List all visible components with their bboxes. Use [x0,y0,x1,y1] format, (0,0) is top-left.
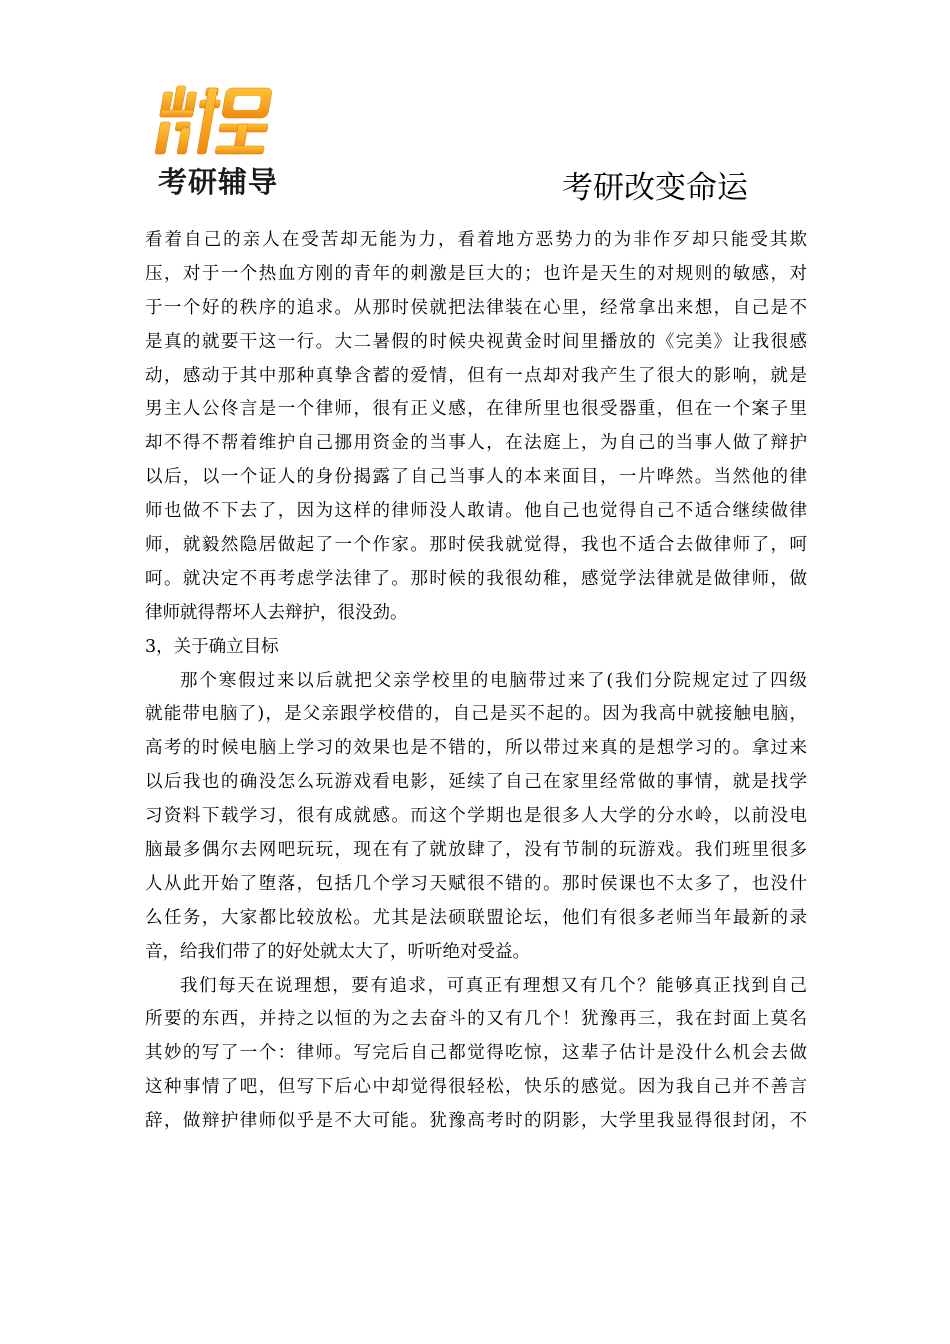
paragraph-start-line: 我们每天在说理想，要有追求，可真正有理想又有几个？能够真正找到自己 [180,975,807,996]
text-line: 就能带电脑了)，是父亲跟学校借的，自己是买不起的。因为我高中就接触电脑， [145,704,807,725]
text-line: 却不得不帮着维护自己挪用资金的当事人，在法庭上，为自己的当事人做了辩护 [145,433,807,454]
text-line: 师，就毅然隐居做起了一个作家。那时侯我就觉得，我也不适合去做律师了，呵 [145,535,807,556]
text-line: 男主人公佟言是一个律师，很有正义感，在律所里也很受器重，但在一个案子里 [145,399,807,420]
text-line: 其妙的写了一个：律师。写完后自己都觉得吃惊，这辈子估计是没什么机会去做 [145,1043,807,1064]
text-line: 脑最多偶尔去网吧玩玩，现在有了就放肆了，没有节制的玩游戏。我们班里很多 [145,840,807,861]
text-line: 呵。就决定不再考虑学法律了。那时候的我很幼稚，感觉学法律就是做律师，做 [145,568,807,589]
text-line: 律师就得帮坏人去辩护，很没劲。 [145,602,408,623]
text-line: 动，感动于其中那种真挚含蓄的爱情，但有一点却对我产生了很大的影响，就是 [145,365,807,386]
logo-subtitle: 考研辅导 [158,165,279,199]
text-line: 压，对于一个热血方刚的青年的刺激是巨大的；也许是天生的对规则的敏感，对 [145,263,807,284]
text-line: 看着自己的亲人在受苦却无能为力，看着地方恶势力的为非作歹却只能受其欺 [145,230,807,250]
header-slogan: 考研改变命运 [562,170,748,206]
text-line: 高考的时候电脑上学习的效果也是不错的，所以带过来真的是想学习的。拿过来 [145,738,807,759]
text-line: 这种事情了吧，但写下后心中却觉得很轻松，快乐的感觉。因为我自己并不善言 [145,1077,807,1098]
paragraph-start-line: 那个寒假过来以后就把父亲学校里的电脑带过来了(我们分院规定过了四级 [180,670,807,691]
text-line: 以后，以一个证人的身份揭露了自己当事人的本来面目，一片哗然。当然他的律 [145,467,807,488]
body-text [145,224,807,1139]
text-line: 音，给我们带了的好处就太大了，听听绝对受益。 [145,941,530,962]
text-line: 么任务，大家都比较放松。尤其是法硕联盟论坛，他们有很多老师当年最新的录 [145,907,807,928]
text-line: 人从此开始了堕落，包括几个学习天赋很不错的。那时侯课也不太多了，也没什 [145,873,807,894]
text-line: 习资料下载学习，很有成就感。而这个学期也是很多人大学的分水岭，以前没电 [145,806,807,827]
text-line: 辞，做辩护律师似乎是不大可能。犹豫高考时的阴影，大学里我显得很封闭，不 [145,1111,807,1132]
text-line: 以后我也的确没怎么玩游戏看电影，延续了自己在家里经常做的事情，就是找学 [145,772,807,793]
text-line: 所要的东西，并持之以恒的为之去奋斗的又有几个！犹豫再三，我在封面上莫名 [145,1009,807,1030]
text-line: 是真的就要干这一行。大二暑假的时候央视黄金时间里播放的《完美》让我很感 [145,331,807,352]
text-line: 3，关于确立目标 [145,636,279,657]
text-line: 师也做不下去了，因为这样的律师没人敢请。他自己也觉得自己不适合继续做律 [145,501,807,522]
text-line: 于一个好的秩序的追求。从那时侯就把法律装在心里，经常拿出来想，自己是不 [145,297,807,318]
